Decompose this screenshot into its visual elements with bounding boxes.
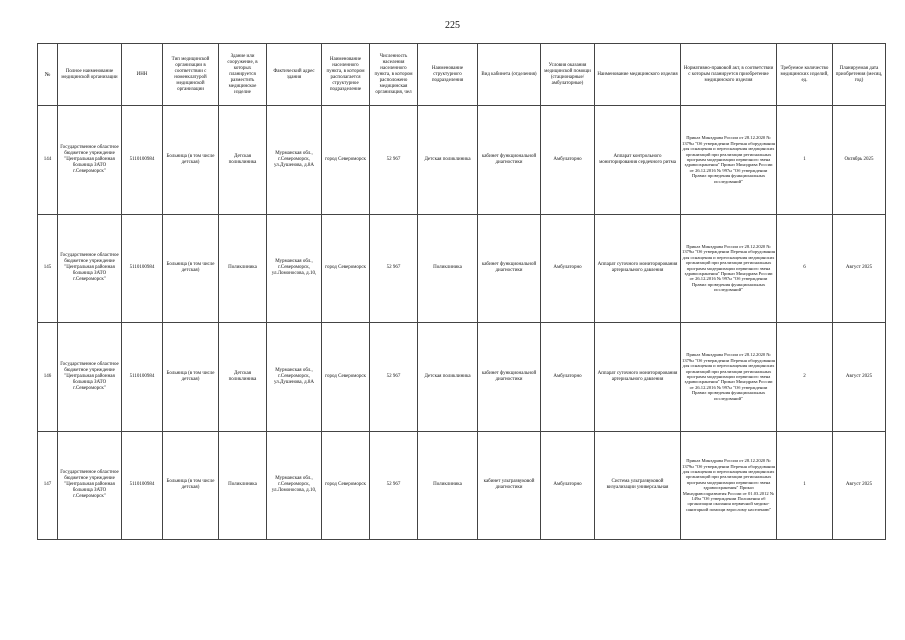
- cell-settlement: город Североморск: [322, 431, 370, 540]
- header-cell-subdivision: Наименование структурного подразделения: [418, 44, 478, 106]
- cell-date: Август 2025: [833, 214, 886, 323]
- cell-population: 52 967: [370, 323, 418, 432]
- header-cell-device: Наименование медицинского изделия: [595, 44, 681, 106]
- cell-num: 145: [38, 214, 58, 323]
- cell-population: 52 967: [370, 431, 418, 540]
- cell-subdivision: Поликлиника: [418, 214, 478, 323]
- cell-cabinet: кабинет ультразвуковой диагностики: [478, 431, 541, 540]
- cell-num: 147: [38, 431, 58, 540]
- cell-subdivision: Детская поликлиника: [418, 106, 478, 215]
- cell-cabinet: кабинет функциональной диагностики: [478, 323, 541, 432]
- cell-inn: 5110100984: [122, 323, 163, 432]
- cell-conditions: Амбулаторно: [541, 106, 595, 215]
- cell-settlement: город Североморск: [322, 214, 370, 323]
- header-cell-basis: Нормативно-правовой акт, в соответствии с которым планируется приобретение медицинского изделия: [681, 44, 777, 106]
- table-header: [38, 44, 886, 106]
- header-cell-cabinet: Вид кабинета (отделения): [478, 44, 541, 106]
- cell-type: Больница (в том числе детская): [163, 214, 219, 323]
- cell-org: Государственное областное бюджетное учреждение "Центральная районная больница ЗАТО г.Североморск": [58, 323, 122, 432]
- cell-date: Август 2025: [833, 431, 886, 540]
- cell-population: 52 967: [370, 214, 418, 323]
- cell-device: Аппарат суточного мониторирования артериального давления: [595, 214, 681, 323]
- cell-quantity: 1: [777, 431, 833, 540]
- header-cell-conditions: Условия оказания медицинской помощи (стационарные/амбулаторные): [541, 44, 595, 106]
- header-cell-address: Фактический адрес здания: [267, 44, 322, 106]
- cell-address: Мурманская обл., г.Североморск, ул.Ломоносова, д.10,: [267, 431, 322, 540]
- cell-org: Государственное областное бюджетное учреждение "Центральная районная больница ЗАТО г.Североморск": [58, 214, 122, 323]
- cell-device: Аппарат контрольного мониторирования сердечного ритма: [595, 106, 681, 215]
- cell-quantity: 2: [777, 323, 833, 432]
- cell-cabinet: кабинет функциональной диагностики: [478, 214, 541, 323]
- cell-num: 144: [38, 106, 58, 215]
- cell-org: Государственное областное бюджетное учреждение "Центральная районная больница ЗАТО г.Североморск": [58, 106, 122, 215]
- cell-num: 146: [38, 323, 58, 432]
- cell-conditions: Амбулаторно: [541, 431, 595, 540]
- header-cell-settlement: Наименование населенного пункта, в котором располагается структурное подразделение: [322, 44, 370, 106]
- cell-subdivision: Поликлиника: [418, 431, 478, 540]
- table-row: [38, 431, 886, 540]
- cell-device: Аппарат суточного мониторирования артериального давления: [595, 323, 681, 432]
- page-number: 225: [445, 20, 460, 31]
- cell-address: Мурманская обл., г.Североморск, ул.Душенова, д.8А: [267, 106, 322, 215]
- cell-building: Детская поликлиника: [219, 106, 267, 215]
- header-row: [38, 44, 886, 106]
- table-row: [38, 214, 886, 323]
- header-cell-org: Полное наименование медицинской организации: [58, 44, 122, 106]
- cell-settlement: город Североморск: [322, 106, 370, 215]
- cell-device: Система ультразвуковой визуализации универсальная: [595, 431, 681, 540]
- header-cell-type: Тип медицинской организации в соответствии с номенклатурой медицинской организации: [163, 44, 219, 106]
- header-cell-quantity: Требуемое количество медицинских изделий, ед.: [777, 44, 833, 106]
- table-body: [38, 106, 886, 540]
- header-cell-inn: ИНН: [122, 44, 163, 106]
- cell-inn: 5110100984: [122, 431, 163, 540]
- cell-type: Больница (в том числе детская): [163, 431, 219, 540]
- header-cell-building: Здание или сооружение, в которых планируется разместить медицинское изделие: [219, 44, 267, 106]
- cell-conditions: Амбулаторно: [541, 214, 595, 323]
- cell-settlement: город Североморск: [322, 323, 370, 432]
- cell-subdivision: Детская поликлиника: [418, 323, 478, 432]
- cell-type: Больница (в том числе детская): [163, 106, 219, 215]
- cell-population: 52 967: [370, 106, 418, 215]
- cell-basis: Приказ Минздрава России от 28.12.2020 № 1379н "Об утверждении Перечня оборудования для оснащения и переоснащения медицинских организаций при реализации региональных программ модернизации первичного звена здравоохранения" Приказ Минздравсоцразвития России от 01.03.2012 № 149н "Об утверждении Положения об организации оказания первичной медико-санитарной помощи взрослому населению": [681, 431, 777, 540]
- table-row: [38, 106, 886, 215]
- cell-conditions: Амбулаторно: [541, 323, 595, 432]
- cell-date: Октябрь 2025: [833, 106, 886, 215]
- cell-type: Больница (в том числе детская): [163, 323, 219, 432]
- header-cell-num: №: [38, 44, 58, 106]
- cell-basis: Приказ Минздрава России от 28.12.2020 № 1379н "Об утверждении Перечня оборудования для оснащения и переоснащения медицинских организаций при реализации региональных программ модернизации первичного звена здравоохранения" Приказ Минздрава России от 26.12.2016 № 997н "Об утверждении Правил проведения функциональных исследований": [681, 214, 777, 323]
- header-cell-date: Планируемая дата приобретения (месяц, год): [833, 44, 886, 106]
- cell-inn: 5110100984: [122, 106, 163, 215]
- equipment-registry-table: [37, 43, 886, 540]
- cell-cabinet: кабинет функциональной диагностики: [478, 106, 541, 215]
- cell-inn: 5110100984: [122, 214, 163, 323]
- cell-date: Август 2025: [833, 323, 886, 432]
- cell-basis: Приказ Минздрава России от 28.12.2020 № 1379н "Об утверждении Перечня оборудования для оснащения и переоснащения медицинских организаций при реализации региональных программ модернизации первичного звена здравоохранения" Приказ Минздрава России от 26.12.2016 № 997н "Об утверждении Правил проведения функциональных исследований": [681, 323, 777, 432]
- cell-quantity: 1: [777, 106, 833, 215]
- header-cell-population: Численность населения населенного пункта, в котором расположено медицинская организация, чел: [370, 44, 418, 106]
- cell-address: Мурманская обл., г.Североморск, ул.Душенова, д.8А: [267, 323, 322, 432]
- table-row: [38, 323, 886, 432]
- cell-building: Поликлиника: [219, 431, 267, 540]
- cell-address: Мурманская обл., г.Североморск, ул.Ломоносова, д.10,: [267, 214, 322, 323]
- cell-building: Детская поликлиника: [219, 323, 267, 432]
- cell-basis: Приказ Минздрава России от 28.12.2020 № 1379н "Об утверждении Перечня оборудования для оснащения и переоснащения медицинских организаций при реализации региональных программ модернизации первичного звена здравоохранения" Приказ Минздрава России от 26.12.2016 № 997н "Об утверждении Правил проведения функциональных исследований": [681, 106, 777, 215]
- cell-building: Поликлиника: [219, 214, 267, 323]
- cell-quantity: 6: [777, 214, 833, 323]
- cell-org: Государственное областное бюджетное учреждение "Центральная районная больница ЗАТО г.Североморск": [58, 431, 122, 540]
